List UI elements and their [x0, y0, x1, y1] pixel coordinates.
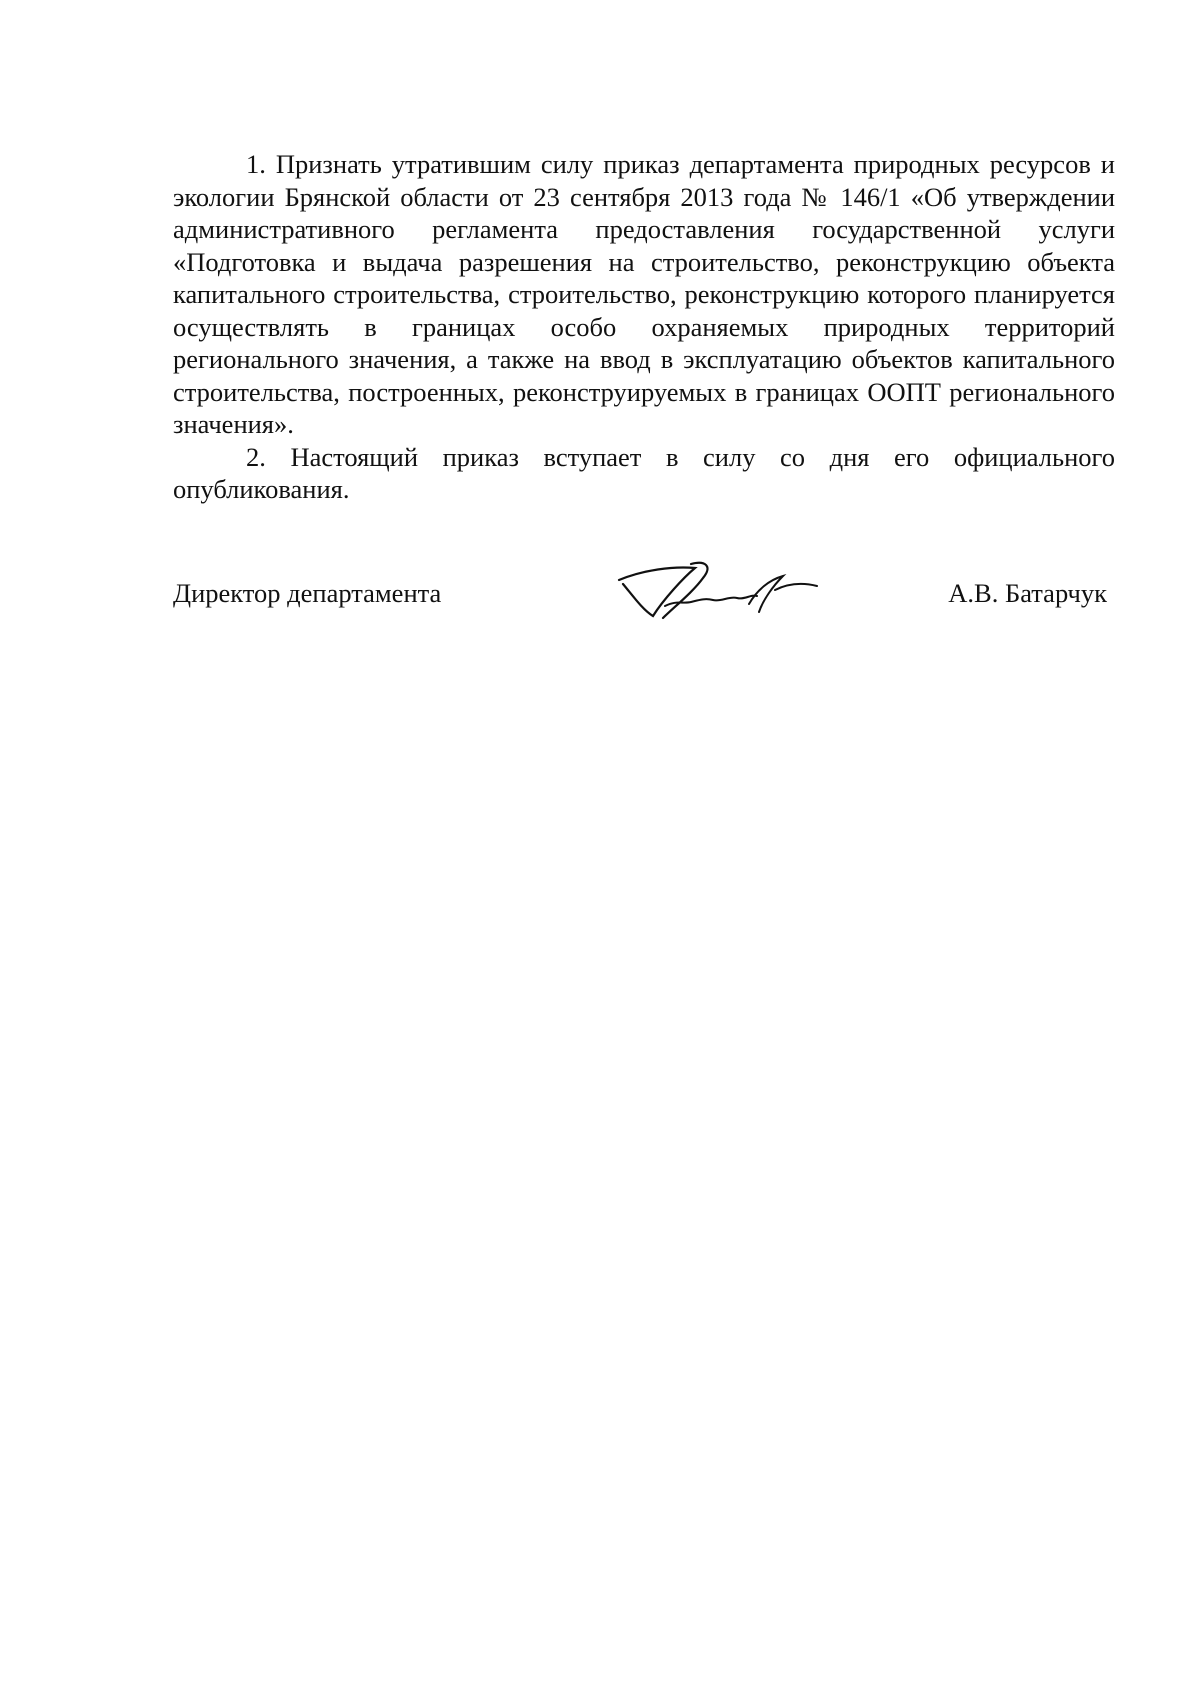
paragraph-1: 1. Признать утратившим силу приказ департамента природных ресурсов и экологии Брянской области от 23 сентября 2013 года № 146/1 «Об утверждении административного регламента предоставления государственной услуги «Подготовка и выдача разрешения на строительство, реконструкцию объекта капитального строительства, строительство, реконструкцию которого планируется осуществлять в границах особо охраняемых природных территорий регионального значения, а также на ввод в эксплуатацию объектов капитального строительства, построенных, реконструируемых в границах ООПТ регионального значения».: [173, 149, 1115, 439]
handwritten-signature: [613, 560, 823, 622]
signatory-name: А.В. Батарчук: [948, 578, 1107, 608]
document-body: [173, 148, 1115, 506]
signature-block: [173, 560, 1115, 640]
signatory-title: Директор департамента: [173, 578, 442, 608]
paragraph-2: 2. Настоящий приказ вступает в силу со дня его официального опубликования.: [173, 441, 1115, 504]
